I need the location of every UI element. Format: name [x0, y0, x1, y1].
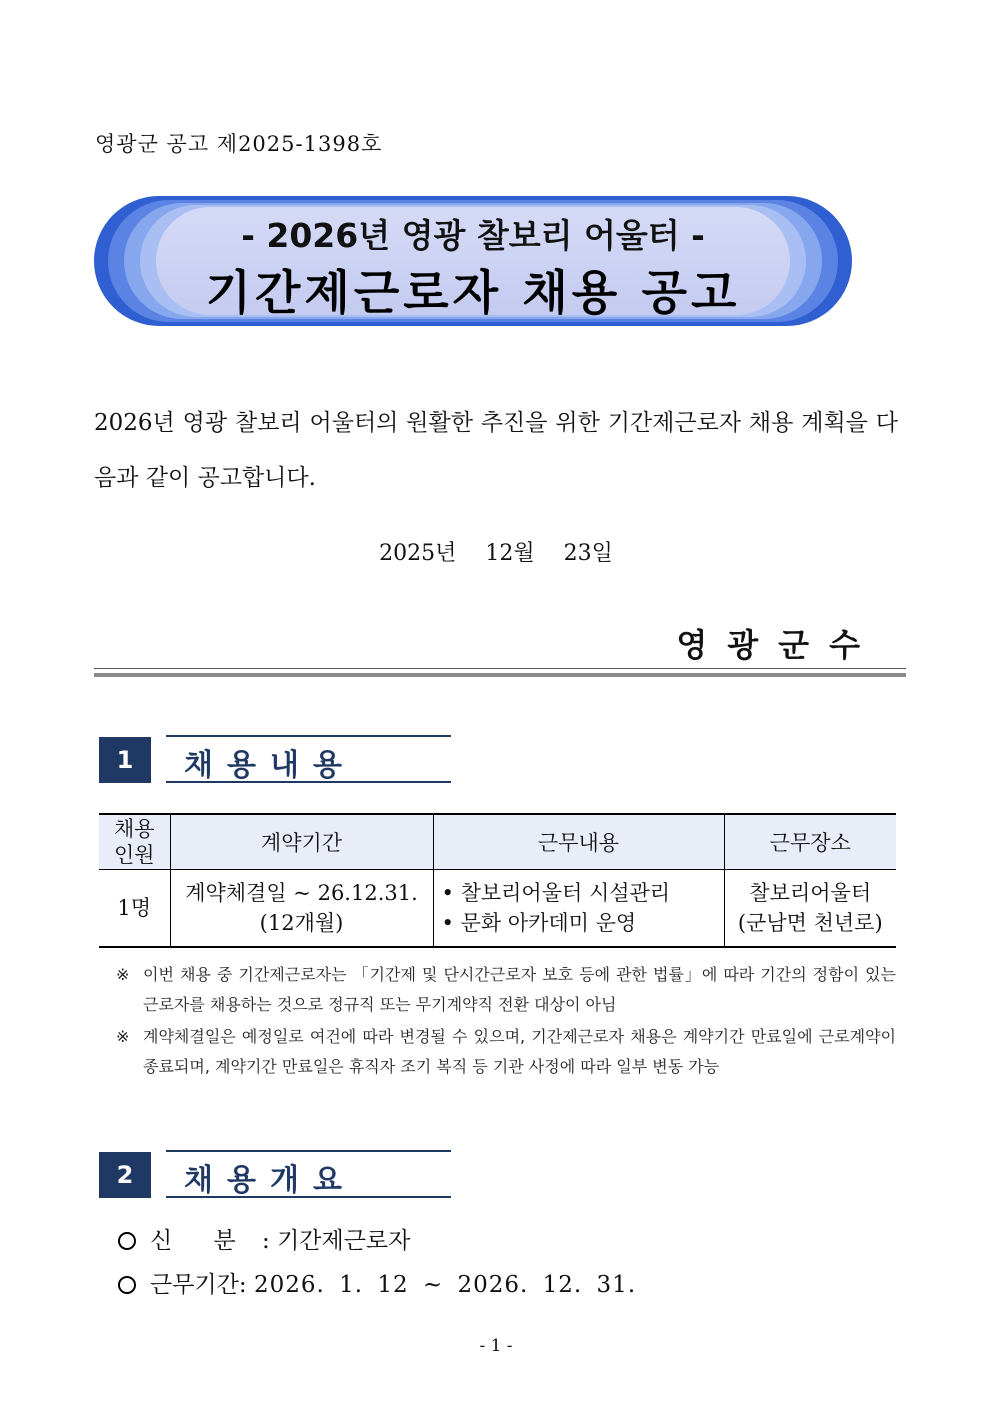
workplace-address: (군남면 천년로)	[737, 911, 883, 935]
page-number: - 1 -	[479, 1336, 513, 1356]
cell-headcount: 1명	[99, 870, 170, 948]
header-headcount: 채용 인원	[99, 814, 170, 870]
cell-contract-period	[170, 870, 433, 948]
workplace-name: 찰보리어울터	[749, 881, 872, 905]
notice-date: 2025년 12월 23일	[379, 541, 613, 566]
contract-period-range: 계약체결일 ~ 26.12.31.	[185, 881, 418, 905]
overview-item-status: 신 분 : 기간제근로자	[118, 1222, 410, 1255]
notes-block	[116, 960, 896, 1082]
intro-paragraph: 2026년 영광 찰보리 어울터의 원활한 추진을 위한 기간제근로자 채용 계획을 다음과 같이 공고합니다.	[94, 410, 898, 491]
divider-thin	[94, 668, 906, 669]
circle-bullet-icon	[118, 1232, 136, 1250]
section-2-top-line	[166, 1150, 451, 1152]
note-mark: ※	[116, 1027, 130, 1046]
note-item: ※ 계약체결일은 예정일로 여건에 따라 변경될 수 있으며, 기간제근로자 채용은 계약기간 만료일에 근로계약이 종료되며, 계약기간 만료일은 휴직자 조기 복직 등 기관 사정에 따라 일부 변동 가능	[116, 1022, 896, 1082]
header-contract-period: 계약기간	[170, 814, 433, 870]
overview-item-period: 근무기간: 2026. 1. 12 ~ 2026. 12. 31.	[118, 1266, 636, 1299]
duty-item: • 찰보리어울터 시설관리	[441, 881, 671, 905]
cell-workplace	[724, 870, 896, 948]
contract-period-months: (12개월)	[259, 911, 344, 935]
banner-title: 기간제근로자 채용 공고	[205, 266, 741, 321]
section-2-number: 2	[99, 1152, 151, 1198]
notice-number: 영광군 공고 제2025-1398호	[95, 132, 383, 156]
divider-thick	[94, 673, 906, 677]
title-banner	[94, 196, 852, 326]
duty-item: • 문화 아카데미 운영	[441, 911, 637, 935]
section-1-title: 채용내용	[184, 748, 356, 783]
note-item: ※ 이번 채용 중 기간제근로자는 「기간제 및 단시간근로자 보호 등에 관한 법률」에 따라 기간의 정함이 있는 근로자를 채용하는 것으로 정규직 또는 무기계약직 전환 대상이 아님	[116, 960, 896, 1020]
recruitment-table	[99, 813, 896, 948]
section-2-title: 채용개요	[184, 1163, 356, 1198]
banner-subtitle: - 2026년 영광 찰보리 어울터 -	[241, 216, 705, 255]
table-header-row	[99, 814, 896, 870]
section-1-top-line	[166, 735, 451, 737]
circle-bullet-icon	[118, 1276, 136, 1294]
note-mark: ※	[116, 965, 130, 984]
cell-duties	[433, 870, 724, 948]
header-workplace: 근무장소	[724, 814, 896, 870]
section-1-number: 1	[99, 737, 151, 783]
issuer-name: 영광군수	[676, 626, 880, 664]
table-row	[99, 870, 896, 948]
header-duties: 근무내용	[433, 814, 724, 870]
